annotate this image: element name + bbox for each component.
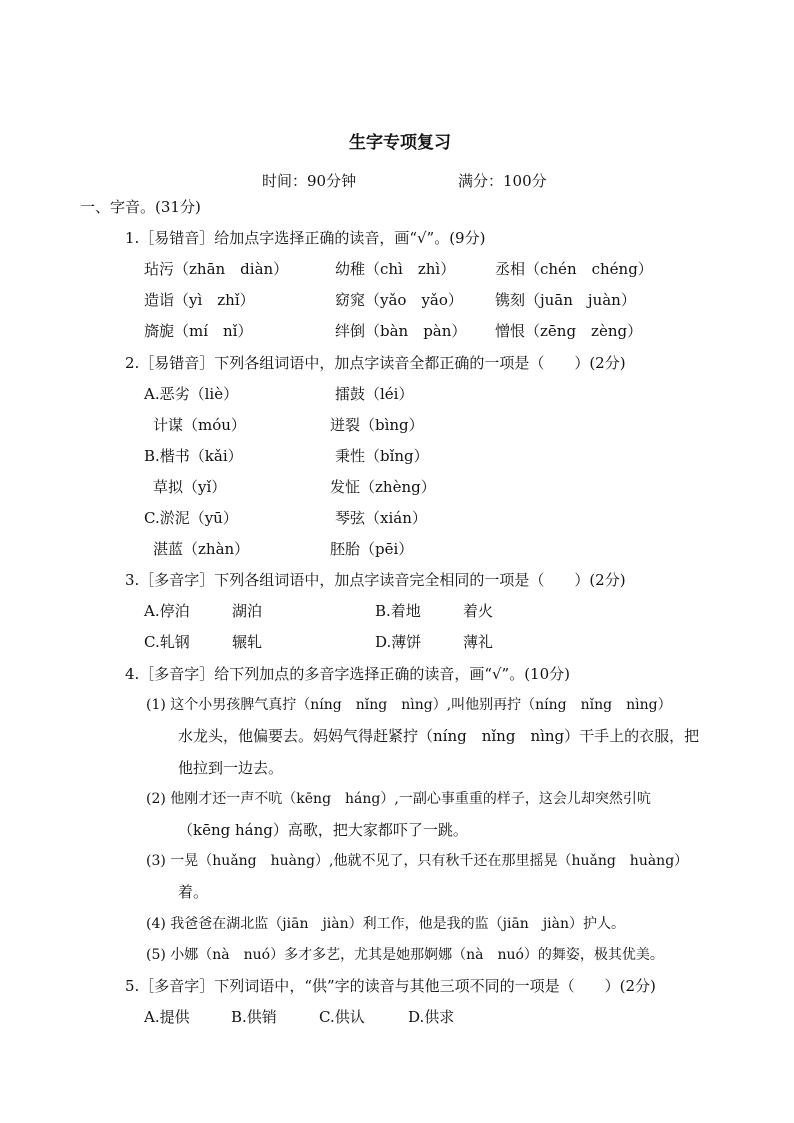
q3-option: B.着地: [375, 602, 421, 620]
q2-option: 擂鼓（léi）: [335, 385, 414, 403]
section-heading: 一、字音。(31分): [80, 198, 201, 216]
page-title: 生字专项复习: [349, 133, 451, 153]
q5-option: A.提供: [144, 1008, 190, 1026]
q4-line: 水龙头，他偏要去。妈妈气得赶紧拧（níng nǐng nìng）干手上的衣服，把: [178, 727, 700, 745]
q1-item: 镌刻（juān juàn）: [495, 291, 636, 309]
q1-item: 幼稚（chì zhì）: [335, 260, 456, 278]
q4-line: 他拉到一边去。: [178, 759, 284, 777]
q2-option: 湛蓝（zhàn）: [153, 540, 250, 558]
q4-line: (5) 小娜（nà nuó）多才多艺，尤其是她那婀娜（nà nuó）的舞姿，极其优美。: [146, 947, 664, 963]
q4-line: (3) 一晃（huǎng huàng）,他就不见了，只有秋千还在那里摇晃（huǎng huàng）: [146, 853, 689, 869]
q2-option: 迸裂（bìng）: [330, 416, 424, 434]
q2-option: 发怔（zhèng）: [330, 478, 436, 496]
q1-item: 绊倒（bàn pàn）: [335, 322, 467, 340]
time-label: 时间：90分钟: [262, 172, 357, 190]
q3-option: 湖泊: [232, 602, 263, 620]
q3-option: 着火: [463, 602, 494, 620]
q2-option: C.淤泥（yū）: [144, 509, 238, 527]
q5-option: C.供认: [319, 1008, 365, 1026]
q2-option: B.楷书（kǎi）: [144, 447, 243, 465]
q4-line: (2) 他刚才还一声不吭（kēng háng）,一副心事重重的样子，这会儿却突然引吭: [146, 791, 651, 807]
q1-item: 造诣（yì zhǐ）: [144, 291, 255, 309]
q3-option: 薄礼: [463, 633, 494, 651]
q3-option: C.轧钢: [144, 633, 190, 651]
question-1-stem: 1.［易错音］给加点字选择正确的读音，画“√”。(9分): [125, 229, 486, 247]
q2-option: 计谋（móu）: [153, 416, 246, 434]
q3-option: D.薄饼: [375, 633, 422, 651]
q1-item: 旖旎（mí nǐ）: [144, 322, 253, 340]
q4-line: (1) 这个小男孩脾气真拧（níng nǐng nìng）,叫他别再拧（níng nǐng nìng）: [146, 697, 672, 713]
q4-line: (4) 我爸爸在湖北监（jiān jiàn）利工作，他是我的监（jiān jiàn）护人。: [146, 916, 626, 932]
question-5-stem: 5.［多音字］下列词语中，“供”字的读音与其他三项不同的一项是（ ）(2分): [125, 977, 656, 995]
q2-option: 草拟（yǐ）: [153, 478, 227, 496]
q5-option: B.供销: [231, 1008, 277, 1026]
q2-option: 秉性（bǐng）: [335, 447, 429, 465]
score-label: 满分：100分: [458, 172, 547, 190]
q4-line: 着。: [178, 883, 209, 901]
q4-line: （kēng háng）高歌，把大家都吓了一跳。: [178, 821, 468, 839]
q1-item: 玷污（zhān diàn）: [144, 260, 289, 278]
q1-item: 丞相（chén chéng）: [495, 260, 653, 278]
q3-option: 辗轧: [232, 633, 263, 651]
q5-option: D.供求: [408, 1008, 455, 1026]
q2-option: 琴弦（xián）: [335, 509, 427, 527]
q2-option: A.恶劣（liè）: [144, 385, 239, 403]
question-4-stem: 4.［多音字］给下列加点的多音字选择正确的读音，画“√”。(10分): [125, 665, 571, 683]
question-2-stem: 2.［易错音］下列各组词语中，加点字读音全都正确的一项是（ ）(2分): [125, 354, 626, 372]
q1-item: 窈窕（yǎo yǎo）: [335, 291, 463, 309]
q1-item: 憎恨（zēng zèng）: [495, 322, 643, 340]
q3-option: A.停泊: [144, 602, 190, 620]
question-3-stem: 3.［多音字］下列各组词语中，加点字读音完全相同的一项是（ ）(2分): [125, 571, 626, 589]
q2-option: 胚胎（pēi）: [330, 540, 414, 558]
